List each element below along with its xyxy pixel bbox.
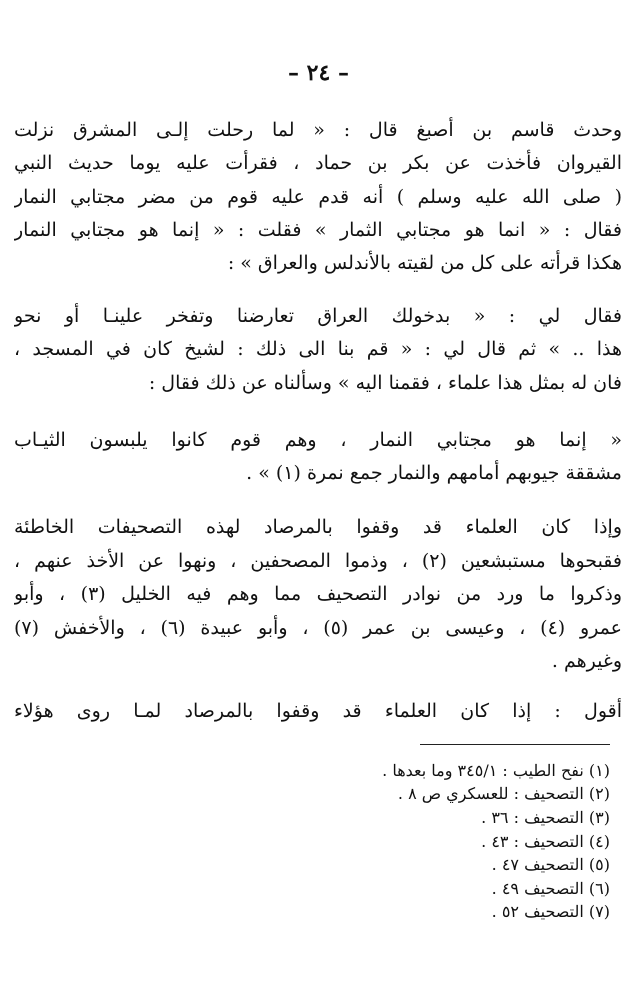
footnote-item: (٦) التصحيف ٤٩ . (491, 879, 610, 898)
body-text-line: أقول : إذا كان العلماء قد وقفوا بالمرصاد لمـا روى هؤلاء (14, 700, 622, 722)
body-text-line: هكذا قرأته على كل من لقيته بالأندلس والعراق » : (227, 252, 622, 274)
footnote-item: (٤) التصحيف : ٤٣ . (481, 832, 610, 851)
body-text-line: القيروان فأخذت عن بكر بن حماد ، فقرأت عليه يوما حديث النبي (14, 152, 622, 174)
body-text-line: وإذا كان العلماء قد وقفوا بالمرصاد لهذه التصحيفات الخاطئة (14, 516, 622, 538)
footnote-item: (٣) التصحيف : ٣٦ . (481, 808, 610, 827)
footnote-item: (٧) التصحيف ٥٢ . (491, 902, 610, 921)
body-text-line: وذكروا ما ورد من نوادر التصحيف مما وهم فيه الخليل (٣) ، وأبو (14, 583, 622, 605)
body-text-line: وغيرهم . (551, 650, 622, 672)
footnote-item: (١) نفح الطيب : ٣٤٥/١ وما بعدها . (382, 761, 610, 780)
body-text-line: فقال لي : « بدخولك العراق تعارضنا وتفخر علينـا أو نحو (14, 305, 622, 327)
footnote-item: (٢) التصحيف : للعسكري ص ٨ . (397, 784, 610, 803)
footnote-separator (420, 744, 610, 745)
body-text-line: هذا .. » ثم قال لي : « قم بنا الى ذلك : لشيخ كان في المسجد ، (14, 338, 622, 360)
body-text-line: « إنما هو مجتابي النمار ، وهم قوم كانوا يلبسون الثيـاب (14, 429, 622, 451)
footnote-item: (٥) التصحيف ٤٧ . (491, 855, 610, 874)
body-text-line: ( صلى الله عليه وسلم ) أنه قدم عليه قوم من مضر مجتابي النمار (14, 186, 622, 208)
page-number: – ٢٤ – (288, 60, 349, 86)
body-text-line: فقال : « انما هو مجتابي الثمار » فقلت : « إنما هو مجتابي النمار (14, 219, 622, 241)
body-text-line: مشققة جيوبهم أمامهم والنمار جمع نمرة (١) » . (246, 462, 622, 484)
body-text-line: فان له بمثل هذا علماء ، فقمنا اليه » وسألناه عن ذلك فقال : (148, 372, 622, 394)
body-text-line: عمرو (٤) ، وعيسى بن عمر (٥) ، وأبو عبيدة (٦) ، والأخفش (٧) (14, 617, 622, 639)
body-text-line: وحدث قاسم بن أصبغ قال : « لما رحلت إلـى المشرق نزلت (14, 119, 622, 141)
body-text-line: فقبحوها مستبشعين (٢) ، وذموا المصحفين ، ونهوا عن الأخذ عنهم ، (14, 550, 622, 572)
